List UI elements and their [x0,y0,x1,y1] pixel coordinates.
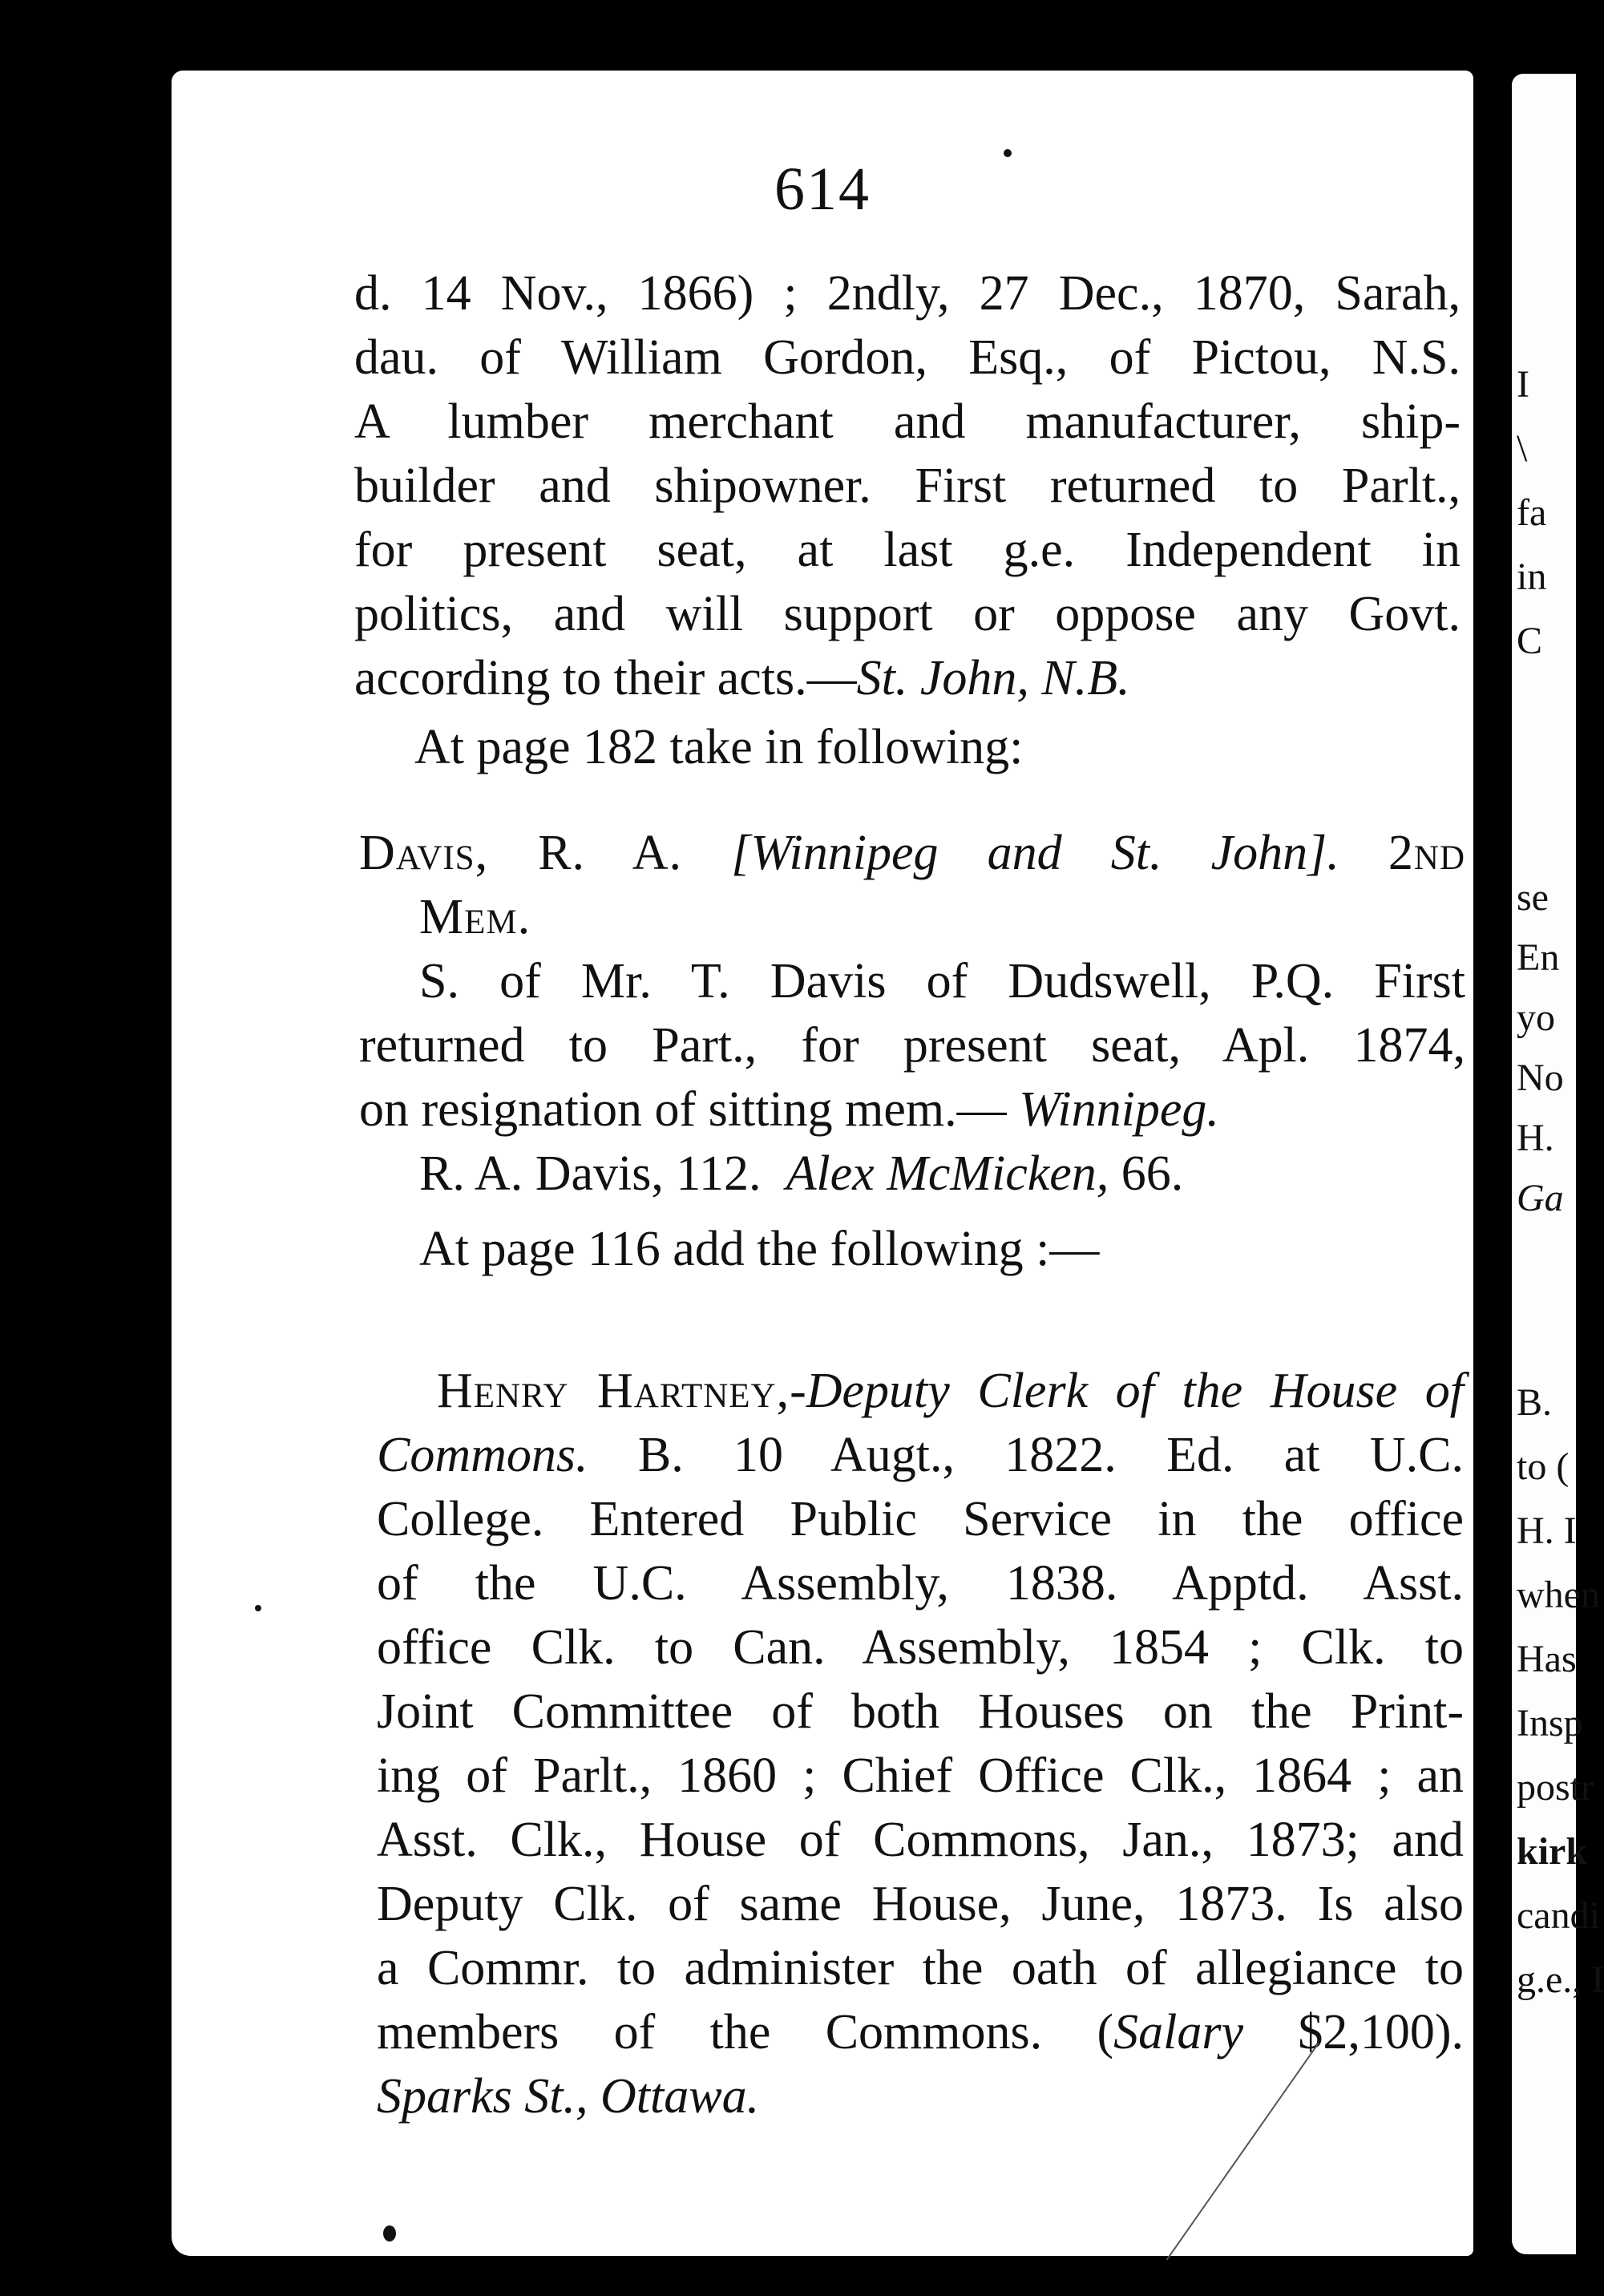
text-line: of the U.C. Assembly, 1838. Apptd. Asst. [377,1556,1464,1611]
text-fragment: in [1517,556,1547,598]
davis-entry [359,792,1465,1281]
entry-heading [359,821,1465,885]
text-line: S. of Mr. T. Davis of Dudswell, P.Q. First [419,954,1465,1009]
text-fragment: yo [1517,996,1555,1039]
text-line [377,2000,1464,2064]
candidate-votes: R. A. Davis, 112. [419,1146,762,1201]
text-line: d. 14 Nov., 1866) ; 2ndly, 27 Dec., 1870, Sarah, [354,266,1461,321]
text-fragment: C [1517,620,1543,662]
text-fragment: Has [1517,1638,1577,1680]
text-line: returned to Part., for present seat, Apl. 1874, [359,1018,1465,1073]
text-line: office Clk. to Can. Assembly, 1854 ; Clk. to [377,1620,1464,1675]
text-fragment: Insp [1517,1702,1583,1744]
text-line: College. Entered Public Service in the office [377,1492,1464,1546]
text-fragment: B. 10 Augt., 1822. Ed. at U.C. [637,1428,1464,1482]
text-fragment: En [1517,936,1560,979]
ink-speck [1004,149,1012,157]
text-fragment: fa [1517,491,1547,534]
text-fragment: se [1517,876,1549,919]
text-line: A lumber merchant and manufacturer, ship- [354,394,1461,449]
text-line: a Commr. to administer the oath of allegiance to [377,1941,1464,1995]
text-fragment: to ( [1517,1445,1570,1488]
salary-value: $2,100). [1243,2005,1464,2060]
text-line: ing of Parlt., 1860 ; Chief Office Clk., 1864 ; an [377,1748,1464,1803]
address: Sparks St., Ottawa. [377,2069,760,2124]
text-line [354,646,1461,710]
candidate-name: Alex McMicken, [786,1146,1109,1201]
membership-label: Mem. [419,890,531,944]
facing-page-edge [1512,74,1604,2254]
text-line [377,1423,1464,1487]
candidate-votes: 66. [1121,1146,1184,1201]
book-page [172,71,1473,2256]
session-label: 2nd [1388,826,1466,880]
text-fragment: members of the Commons. ( [377,2005,1114,2060]
text-fragment: H. I [1517,1510,1577,1552]
text-fragment: No [1517,1057,1564,1099]
text-line: Deputy Clk. of same House, June, 1873. Is also [377,1877,1464,1931]
ink-speck [383,2225,396,2241]
hartney-entry [377,1359,1464,2128]
text-fragment: B. [1517,1381,1553,1424]
text-line [359,1077,1465,1142]
entry-title: -Deputy Clerk of the House of [790,1364,1464,1418]
text-fragment: I [1517,363,1529,406]
place-name: St. John, N.B. [856,651,1130,705]
entry-name: Henry Hartney, [437,1364,790,1418]
text-fragment: H. [1517,1117,1554,1159]
text-line: Asst. Clk., House of Commons, Jan., 1873; and [377,1813,1464,1867]
text-fragment: \ [1517,427,1528,470]
page-number: 614 [774,156,871,223]
page-instruction: At page 182 take in following: [414,720,1024,774]
constituency: [Winnipeg and St. John]. [731,826,1339,880]
entry-name: Davis, R. A. [359,826,683,880]
entry-title: Commons. [377,1428,588,1482]
salary-label: Salary [1113,2005,1243,2060]
text-line: builder and shipowner. First returned to Parlt., [354,459,1461,513]
text-fragment: Ga [1517,1177,1564,1219]
text-line: dau. of William Gordon, Esq., of Pictou, N.S. [354,330,1461,385]
previous-entry-continuation [354,261,1461,779]
place-name: Winnipeg. [1019,1082,1219,1137]
text-line: for present seat, at last g.e. Independent in [354,523,1461,577]
text-line: Joint Committee of both Houses on the Print- [377,1684,1464,1739]
ink-speck [255,1605,261,1611]
text-line: politics, and will support or oppose any Govt. [354,587,1461,641]
text-fragment: when [1517,1574,1600,1616]
text-fragment: kirk [1517,1830,1588,1873]
entry-heading [377,1359,1464,1423]
text-fragment: candi [1517,1894,1600,1937]
text-fragment: on resignation of sitting mem.— [359,1082,1007,1137]
page-instruction: At page 116 add the following :— [419,1222,1100,1276]
text-fragment: postr [1517,1766,1594,1809]
text-fragment: g.e., I [1517,1958,1604,2001]
vote-result [359,1142,1465,1206]
text-fragment: according to their acts.— [354,651,857,705]
